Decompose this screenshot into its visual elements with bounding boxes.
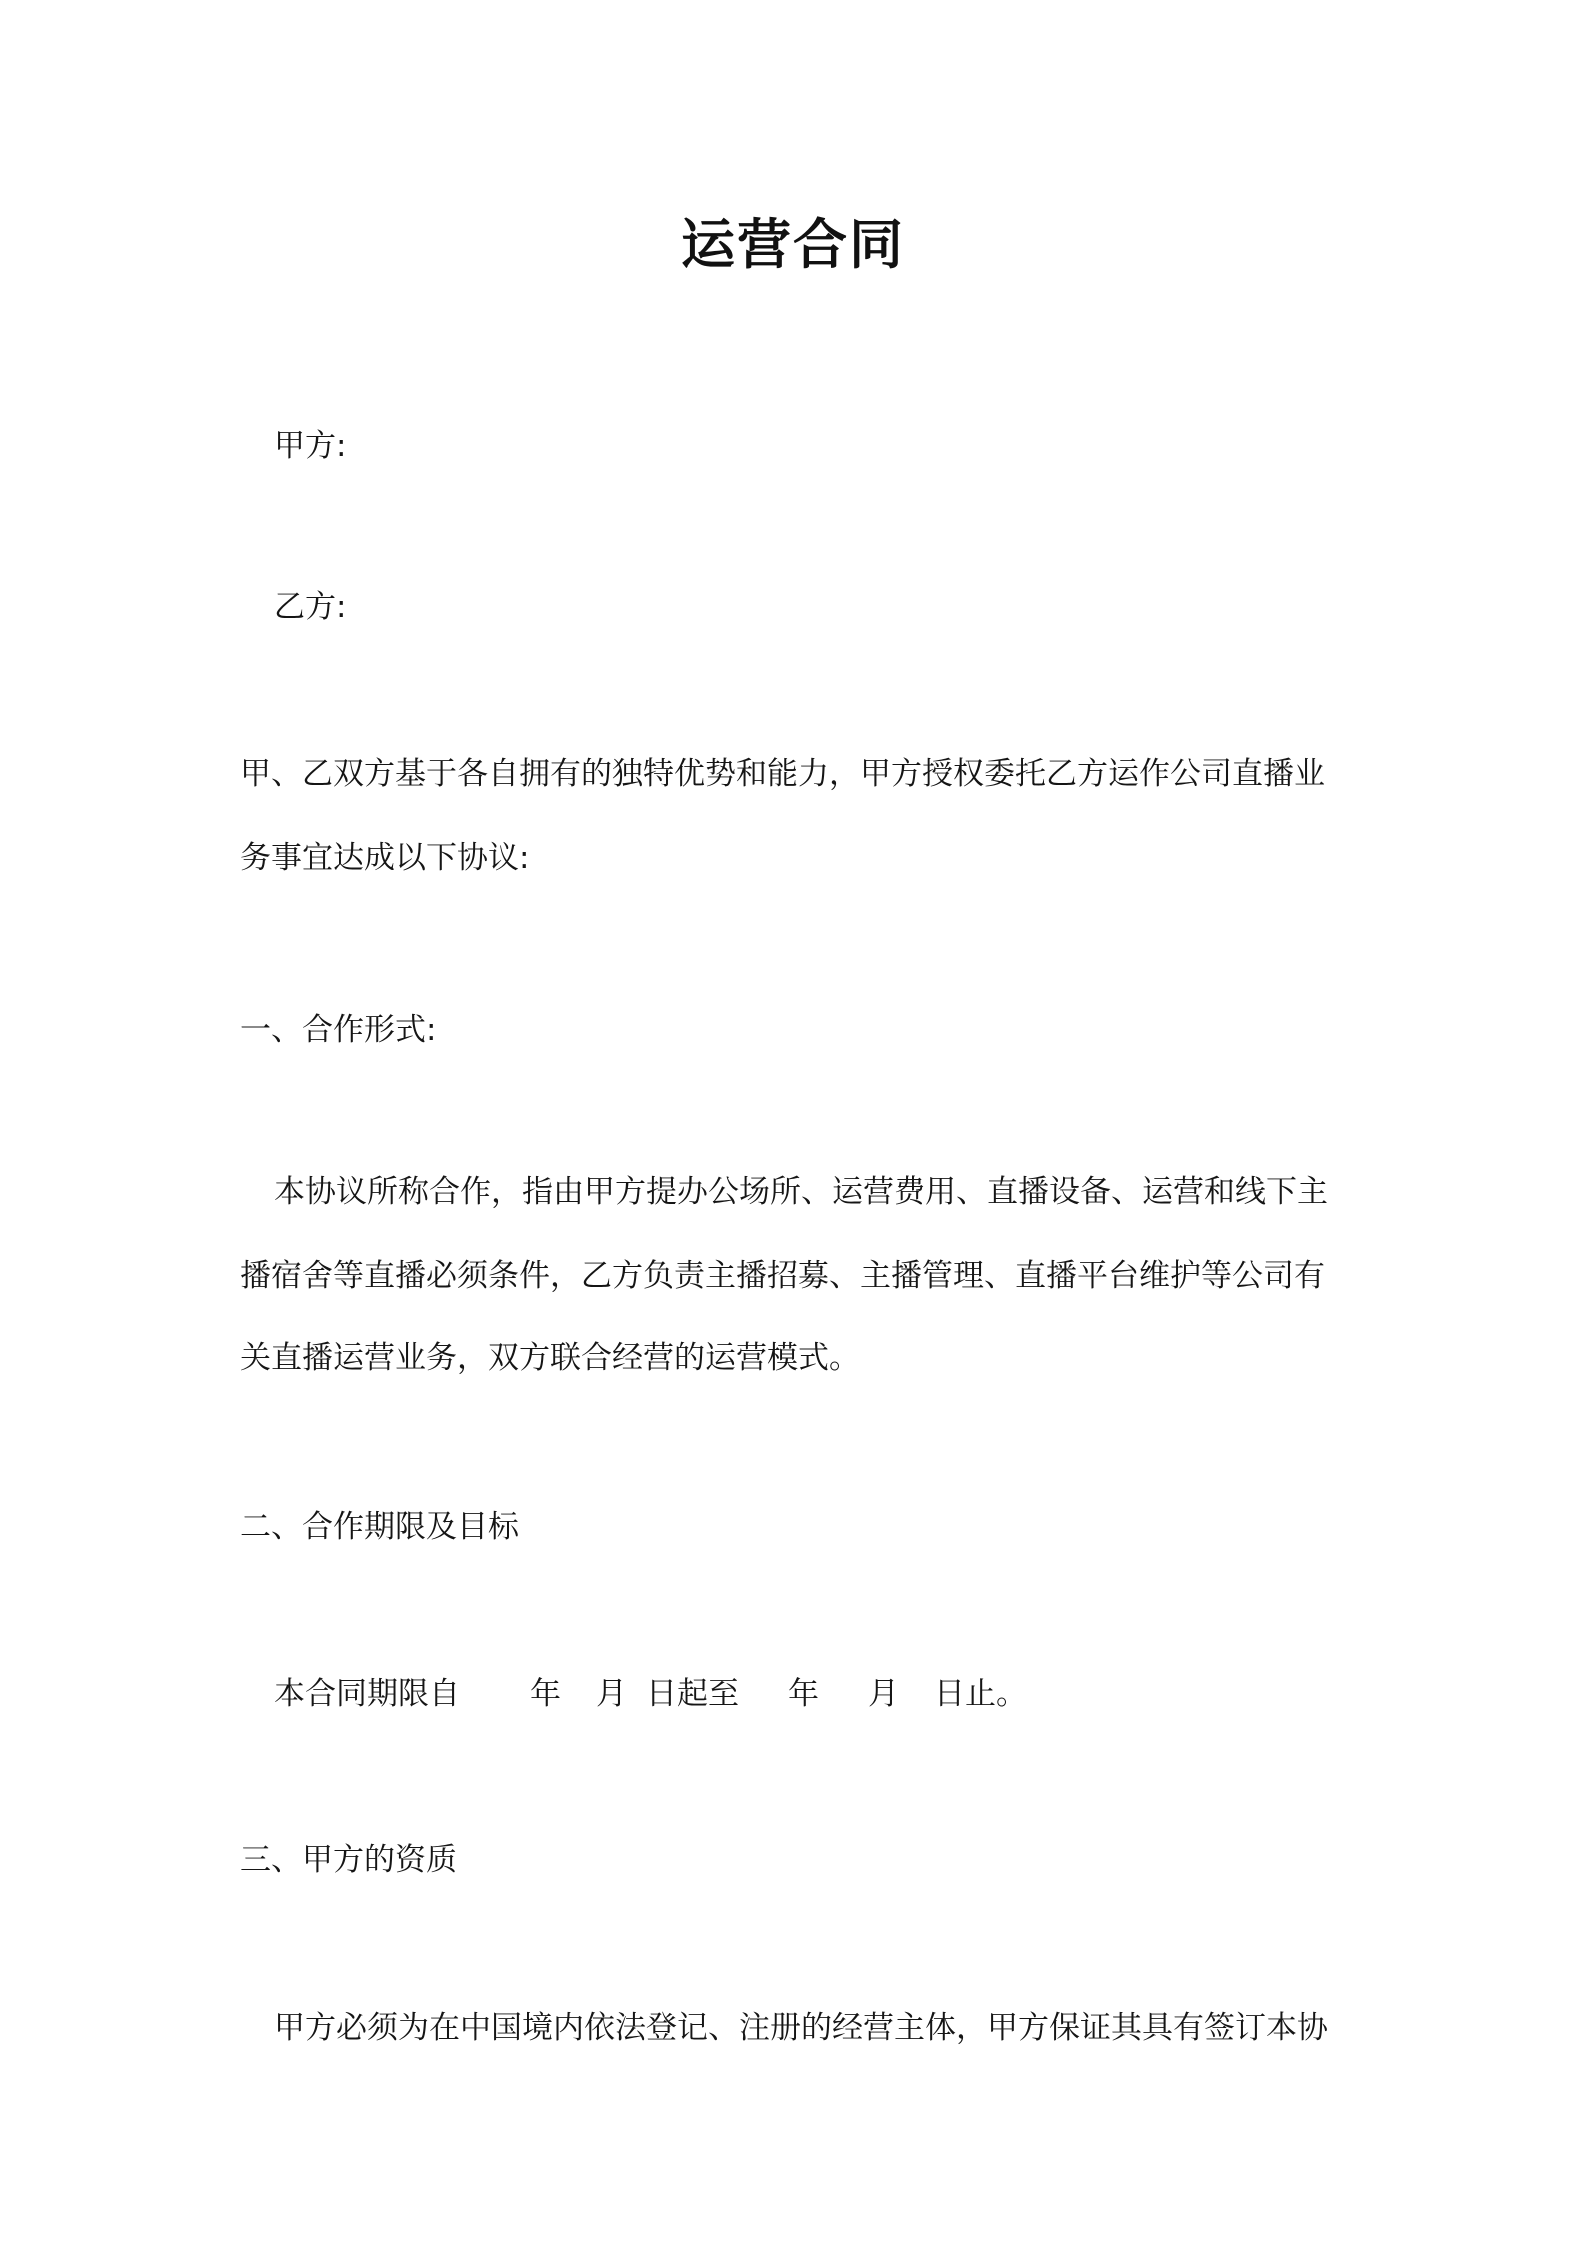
- party-a-label: 甲方:: [274, 428, 347, 464]
- document-title: 运营合同: [681, 213, 905, 276]
- preamble-line-1: 甲、乙双方基于各自拥有的独特优势和能力，甲方授权委托乙方运作公司直播业: [240, 756, 1325, 792]
- section-1-line-3: 关直播运营业务，双方联合经营的运营模式。: [240, 1340, 860, 1376]
- term-start-day-to: 日起至: [646, 1676, 739, 1712]
- section-1-heading: 一、合作形式:: [240, 1012, 437, 1048]
- term-start-prefix: 本合同期限自: [274, 1676, 460, 1712]
- section-3-heading: 三、甲方的资质: [240, 1842, 457, 1878]
- term-end-month: 月: [868, 1676, 899, 1712]
- section-3-line-1: 甲方必须为在中国境内依法登记、注册的经营主体，甲方保证其具有签订本协: [274, 2010, 1328, 2046]
- party-b-label: 乙方:: [274, 589, 347, 625]
- preamble-line-2: 务事宜达成以下协议:: [240, 840, 530, 876]
- term-start-month: 月: [596, 1676, 627, 1712]
- term-end-day: 日止。: [934, 1676, 1027, 1712]
- section-2-heading: 二、合作期限及目标: [240, 1509, 519, 1545]
- term-start-year: 年: [530, 1676, 561, 1712]
- section-1-line-2: 播宿舍等直播必须条件，乙方负责主播招募、主播管理、直播平台维护等公司有: [240, 1258, 1325, 1294]
- term-end-year: 年: [788, 1676, 819, 1712]
- section-1-line-1: 本协议所称合作，指由甲方提办公场所、运营费用、直播设备、运营和线下主: [274, 1174, 1328, 1210]
